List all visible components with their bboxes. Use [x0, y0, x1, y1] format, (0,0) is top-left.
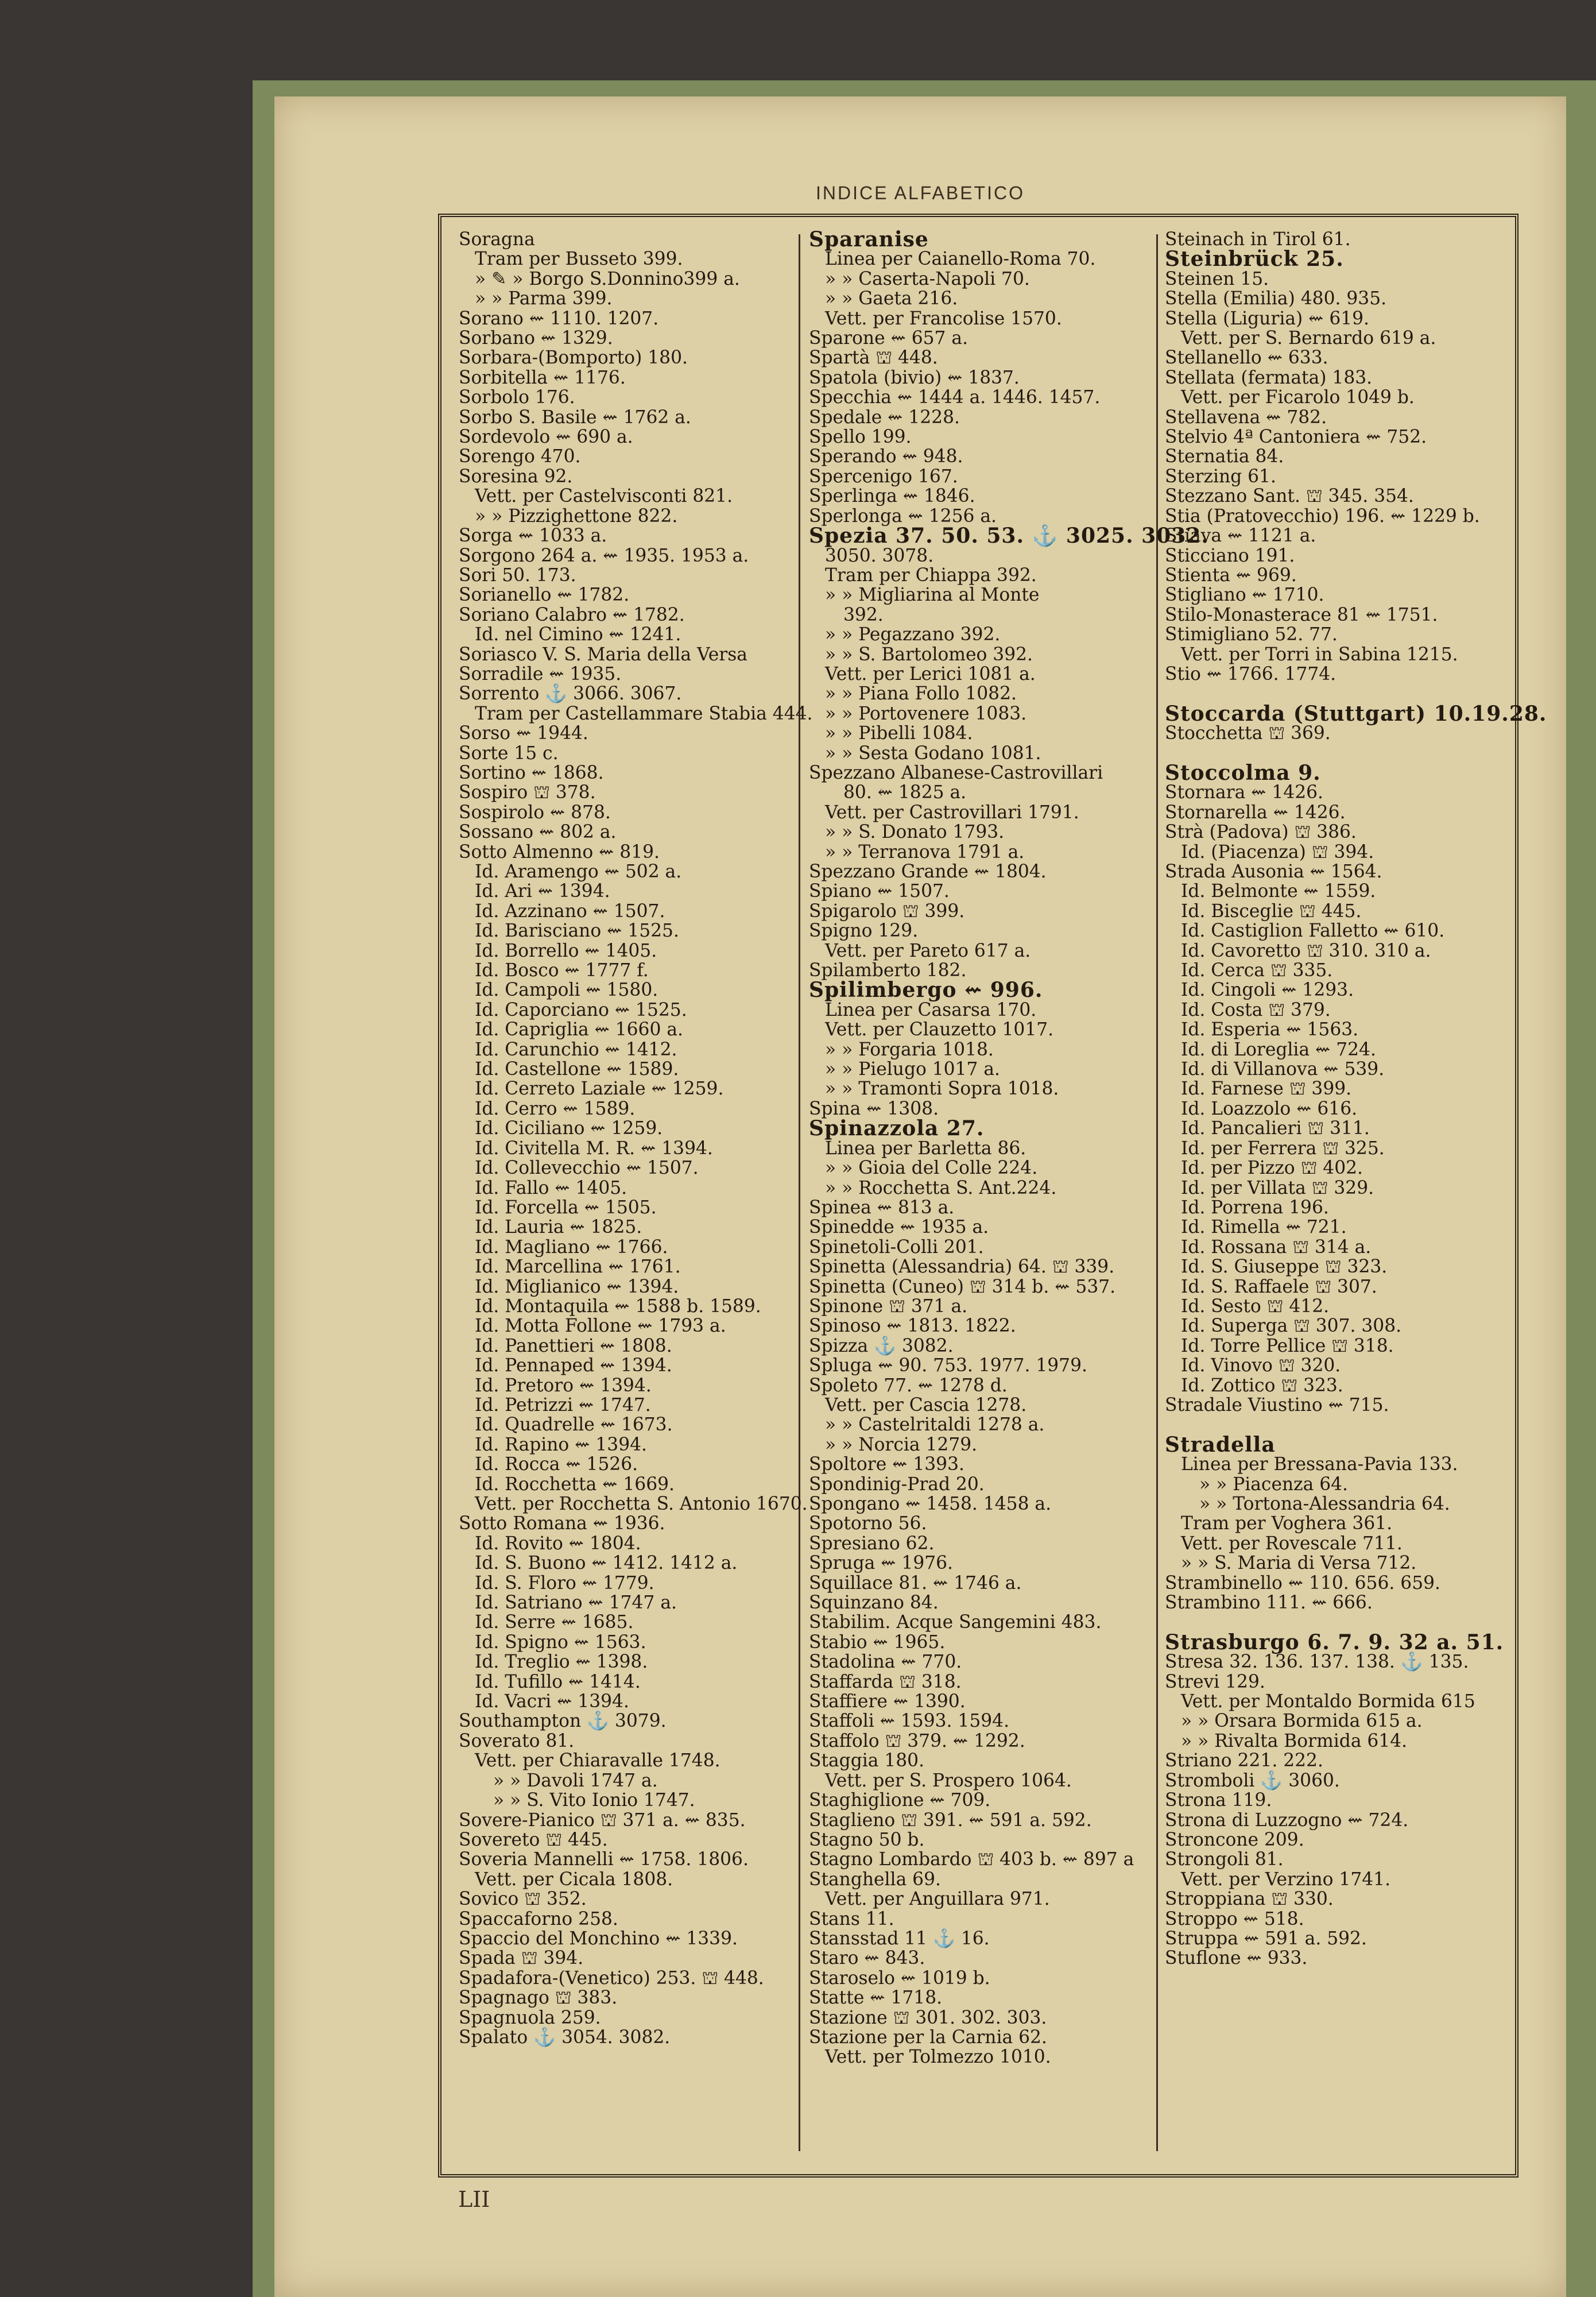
index-entry: Spigarolo ⛫ 399.	[809, 900, 965, 922]
index-entry: Spinea ⇜ 813 a.	[809, 1197, 955, 1218]
index-entry: Staro ⇜ 843.	[809, 1948, 925, 1969]
index-entry: Sorano ⇜ 1110. 1207.	[459, 308, 659, 329]
index-entry: Id. Porrena 196.	[1181, 1197, 1329, 1218]
column-divider	[799, 234, 800, 2151]
index-entry: Stella (Emilia) 480. 935.	[1165, 288, 1387, 310]
index-entry: Id. Capriglia ⇜ 1660 a.	[475, 1019, 683, 1041]
index-entry: Spaccaforno 258.	[459, 1908, 618, 1929]
index-entry: Stagno 50 b.	[809, 1829, 925, 1850]
page-header: INDICE ALFABETICO	[816, 183, 1025, 203]
index-entry: Id. Rimella ⇜ 721.	[1181, 1217, 1347, 1238]
index-entry: Vett. per Montaldo Bormida 615	[1181, 1691, 1475, 1712]
index-entry: Id. Campoli ⇜ 1580.	[475, 980, 658, 1001]
index-entry: Stiava ⇜ 1121 a.	[1165, 525, 1316, 547]
index-entry: » » Tortona-Alessandria 64.	[1199, 1494, 1450, 1514]
index-entry: Stoccarda (Stuttgart) 10.19.28.	[1165, 701, 1547, 726]
index-entry: Vett. per Pareto 617 a.	[825, 940, 1031, 961]
index-entry: Soresina 92.	[459, 466, 573, 487]
index-entry: Stresa 32. 136. 137. 138. ⚓ 135.	[1165, 1652, 1469, 1673]
index-entry: Id. Pretoro ⇜ 1394.	[475, 1375, 652, 1396]
index-entry: Stagno Lombardo ⛫ 403 b. ⇜ 897 a	[809, 1849, 1134, 1870]
index-entry: Id. Forcella ⇜ 1505.	[475, 1197, 657, 1218]
index-entry: Id. Barisciano ⇜ 1525.	[475, 921, 679, 942]
index-entry: Sortino ⇜ 1868.	[459, 762, 604, 783]
index-entry: Id. Civitella M. R. ⇜ 1394.	[475, 1138, 713, 1159]
index-entry: Stromboli ⚓ 3060.	[1165, 1770, 1340, 1791]
index-entry: Spruga ⇜ 1976.	[809, 1553, 954, 1574]
index-entry: Sparone ⇜ 657 a.	[809, 328, 969, 349]
index-entry: Sperlinga ⇜ 1846.	[809, 486, 975, 507]
index-entry: » » Pizzighettone 822.	[475, 505, 678, 527]
index-entry: » » Castelritaldi 1278 a.	[825, 1414, 1045, 1436]
index-entry: Spadafora-(Venetico) 253. ⛫ 448.	[459, 1967, 764, 1989]
index-entry: Linea per Bressana-Pavia 133.	[1181, 1454, 1458, 1475]
index-entry: Spresiano 62.	[809, 1533, 935, 1554]
index-entry: Stigliano ⇜ 1710.	[1165, 585, 1324, 606]
index-entry: Vett. per Cascia 1278.	[825, 1394, 1027, 1416]
index-entry: Steinbrück 25.	[1165, 247, 1344, 272]
index-entry: Id. Rocchetta ⇜ 1669.	[475, 1474, 675, 1495]
index-entry: 80. ⇜ 1825 a.	[843, 782, 967, 803]
index-entry: Strasburgo 6. 7. 9. 32 a. 51.	[1165, 1630, 1504, 1654]
index-entry: Spercenigo 167.	[809, 466, 958, 487]
index-entry: Id. Montaquila ⇜ 1588 b. 1589.	[475, 1296, 761, 1317]
index-entry: Tram per Castellammare Stabia 444.	[475, 703, 813, 724]
index-entry: Id. (Piacenza) ⛫ 394.	[1181, 841, 1374, 863]
index-entry: Id. per Pizzo ⛫ 402.	[1181, 1158, 1363, 1179]
index-entry: Stienta ⇜ 969.	[1165, 564, 1297, 586]
index-entry: Id. S. Raffaele ⛫ 307.	[1181, 1276, 1377, 1297]
index-entry: Id. Vacri ⇜ 1394.	[475, 1691, 629, 1712]
index-entry: Stazione ⛫ 301. 302. 303.	[809, 2007, 1047, 2028]
index-entry: Id. Pennaped ⇜ 1394.	[475, 1355, 672, 1376]
index-entry: » » Orsara Bormida 615 a.	[1181, 1711, 1423, 1732]
index-entry: Sterzing 61.	[1165, 466, 1276, 487]
index-entry: Soriano Calabro ⇜ 1782.	[459, 604, 685, 625]
index-entry: Vett. per Castelvisconti 821.	[475, 486, 733, 507]
index-entry: Id. Cerro ⇜ 1589.	[475, 1098, 636, 1119]
index-entry: Sotto Almenno ⇜ 819.	[459, 841, 660, 863]
index-entry: Id. Castellone ⇜ 1589.	[475, 1059, 679, 1080]
index-entry: Stellanello ⇜ 633.	[1165, 347, 1328, 369]
index-entry: Spalato ⚓ 3054. 3082.	[459, 2027, 671, 2048]
index-entry: » » Gaeta 216.	[825, 288, 958, 310]
index-entry: » ✎ » Borgo S.Donnino399 a.	[475, 268, 740, 289]
index-entry: Sorso ⇜ 1944.	[459, 723, 588, 744]
index-entry: Spezzano Albanese-Castrovillari	[809, 762, 1103, 783]
index-entry: Vett. per Verzino 1741.	[1181, 1869, 1391, 1890]
index-entry: Strambinello ⇜ 110. 656. 659.	[1165, 1572, 1440, 1594]
index-entry: Staffoli ⇜ 1593. 1594.	[809, 1711, 1010, 1732]
index-entry: Strada Ausonia ⇜ 1564.	[1165, 861, 1382, 882]
index-entry: Sorbano ⇜ 1329.	[459, 328, 613, 349]
index-entry: Id. Loazzolo ⇜ 616.	[1181, 1098, 1358, 1119]
index-entry: Id. S. Giuseppe ⛫ 323.	[1181, 1256, 1388, 1278]
index-entry	[1165, 744, 1515, 763]
index-entry: Vett. per Cicala 1808.	[475, 1869, 673, 1890]
index-entry: Id. Cerreto Laziale ⇜ 1259.	[475, 1078, 724, 1100]
index-entry: » » Davoli 1747 a.	[493, 1770, 658, 1791]
index-entry: Stella (Liguria) ⇜ 619.	[1165, 308, 1370, 329]
index-entry: Sorbara-(Bomporto) 180.	[459, 347, 688, 369]
index-entry: Spartà ⛫ 448.	[809, 347, 938, 369]
index-entry: Id. Aramengo ⇜ 502 a.	[475, 861, 682, 882]
index-entry: Vett. per Torri in Sabina 1215.	[1181, 644, 1458, 665]
index-entry: Strambino 111. ⇜ 666.	[1165, 1592, 1373, 1614]
index-entry: Vett. per S. Prospero 1064.	[825, 1770, 1072, 1791]
index-entry: Statte ⇜ 1718.	[809, 1987, 943, 2009]
index-entry: Id. Borrello ⇜ 1405.	[475, 940, 657, 961]
index-entry: Stans 11.	[809, 1908, 894, 1929]
index-entry: Spinetta (Alessandria) 64. ⛫ 339.	[809, 1256, 1115, 1278]
index-entry: Id. Spigno ⇜ 1563.	[475, 1631, 646, 1653]
index-entry: Stilo-Monasterace 81 ⇜ 1751.	[1165, 604, 1438, 625]
index-entry: Specchia ⇜ 1444 a. 1446. 1457.	[809, 387, 1101, 408]
index-entry: » » S. Maria di Versa 712.	[1181, 1553, 1417, 1574]
index-entry: Sorbolo 176.	[459, 387, 575, 408]
index-entry: Id. Belmonte ⇜ 1559.	[1181, 881, 1376, 902]
index-entry: » » Portovenere 1083.	[825, 703, 1027, 724]
index-entry: Spinetoli-Colli 201.	[809, 1236, 984, 1258]
index-entry: Id. Rapino ⇜ 1394.	[475, 1434, 647, 1455]
index-entry: Id. Satriano ⇜ 1747 a.	[475, 1592, 677, 1614]
index-entry: Strona di Luzzogno ⇜ 724.	[1165, 1809, 1409, 1831]
index-entry: Spondinig-Prad 20.	[809, 1474, 985, 1495]
index-entry: Sospirolo ⇜ 878.	[459, 802, 611, 823]
index-entry: Sperando ⇜ 948.	[809, 446, 963, 467]
index-entry: Stradella	[1165, 1432, 1276, 1457]
index-entry: Strongoli 81.	[1165, 1849, 1284, 1870]
index-entry: Sticciano 191.	[1165, 545, 1295, 566]
index-entry: Spilamberto 182.	[809, 960, 967, 981]
index-entry: Id. Farnese ⛫ 399.	[1181, 1078, 1352, 1100]
index-entry: Sorrento ⚓ 3066. 3067.	[459, 683, 682, 705]
index-entry: Id. Quadrelle ⇜ 1673.	[475, 1414, 673, 1436]
index-entry: Stimigliano 52. 77.	[1165, 624, 1338, 645]
index-entry: Squillace 81. ⇜ 1746 a.	[809, 1572, 1022, 1594]
index-entry: » » Parma 399.	[475, 288, 613, 310]
index-entry: Spotorno 56.	[809, 1513, 927, 1534]
index-entry: Linea per Barletta 86.	[825, 1138, 1026, 1159]
index-entry: Striano 221. 222.	[1165, 1750, 1323, 1772]
index-entry: Vett. per Rovescale 711.	[1181, 1533, 1403, 1554]
index-entry: Id. Miglianico ⇜ 1394.	[475, 1276, 679, 1297]
index-entry: Spina ⇜ 1308.	[809, 1098, 939, 1119]
index-entry: Stellavena ⇜ 782.	[1165, 407, 1327, 428]
index-entry: Id. Cerca ⛫ 335.	[1181, 960, 1333, 981]
index-entry: Stadolina ⇜ 770.	[809, 1652, 962, 1673]
index-entry: Id. Zottico ⛫ 323.	[1181, 1375, 1343, 1396]
index-entry: Vett. per Lerici 1081 a.	[825, 663, 1036, 685]
index-entry: » » Piacenza 64.	[1199, 1474, 1348, 1495]
index-entry: Sorbitella ⇜ 1176.	[459, 367, 626, 388]
index-entry: Sorbo S. Basile ⇜ 1762 a.	[459, 407, 691, 428]
index-entry: Spinazzola 27.	[809, 1116, 985, 1141]
index-entry: Stansstad 11 ⚓ 16.	[809, 1928, 990, 1949]
index-entry: Stabio ⇜ 1965.	[809, 1631, 946, 1653]
index-entry: Id. Azzinano ⇜ 1507.	[475, 900, 665, 922]
index-entry: Strona 119.	[1165, 1790, 1272, 1811]
index-entry: Id. Cavoretto ⛫ 310. 310 a.	[1181, 940, 1431, 961]
index-entry: Stia (Pratovecchio) 196. ⇜ 1229 b.	[1165, 505, 1480, 527]
index-entry: Sparanise	[809, 227, 929, 252]
index-entry: Sorianello ⇜ 1782.	[459, 585, 630, 606]
index-entry: Sorga ⇜ 1033 a.	[459, 525, 607, 547]
index-entry: » » Terranova 1791 a.	[825, 841, 1025, 863]
index-entry: Sorengo 470.	[459, 446, 581, 467]
index-entry: Strevi 129.	[1165, 1671, 1265, 1692]
index-entry: Id. di Villanova ⇜ 539.	[1181, 1059, 1385, 1080]
index-frame	[438, 214, 1547, 2178]
index-entry: Southampton ⚓ 3079.	[459, 1711, 667, 1732]
index-column-1	[459, 229, 813, 2163]
index-entry: Soverato 81.	[459, 1730, 575, 1751]
index-entry: Stuflone ⇜ 933.	[1165, 1948, 1308, 1969]
index-entry: Linea per Casarsa 170.	[825, 999, 1037, 1020]
index-entry: Id. Panettieri ⇜ 1808.	[475, 1335, 672, 1356]
index-entry: Vett. per Francolise 1570.	[825, 308, 1062, 329]
index-entry: Vett. per Rocchetta S. Antonio 1670.	[475, 1494, 808, 1514]
index-entry: » » Sesta Godano 1081.	[825, 743, 1041, 764]
index-entry: Sotto Romana ⇜ 1936.	[459, 1513, 665, 1534]
index-entry: Vett. per Castrovillari 1791.	[825, 802, 1079, 823]
index-entry: Id. Superga ⛫ 307. 308.	[1181, 1316, 1402, 1337]
index-entry: Staggia 180.	[809, 1750, 925, 1772]
index-entry: Id. Rocca ⇜ 1526.	[475, 1454, 638, 1475]
page-number: LII	[458, 2187, 490, 2212]
index-entry: Id. S. Floro ⇜ 1779.	[475, 1572, 654, 1594]
index-entry: Id. Sesto ⛫ 412.	[1181, 1296, 1330, 1317]
index-entry: Spagnuola 259.	[459, 2007, 601, 2028]
index-entry: » » Gioia del Colle 224.	[825, 1158, 1038, 1179]
index-entry: Vett. per Clauzetto 1017.	[825, 1019, 1054, 1041]
index-entry: Vett. per Chiaravalle 1748.	[475, 1750, 720, 1772]
index-entry: Id. Bisceglie ⛫ 445.	[1181, 900, 1362, 922]
index-entry: » » Pibelli 1084.	[825, 723, 973, 744]
index-entry: Id. Magliano ⇜ 1766.	[475, 1236, 668, 1258]
index-entry: Vett. per Anguillara 971.	[825, 1889, 1050, 1910]
index-entry: Spinetta (Cuneo) ⛫ 314 b. ⇜ 537.	[809, 1276, 1116, 1297]
index-entry: Spoleto 77. ⇜ 1278 d.	[809, 1375, 1008, 1396]
index-entry: Sorradile ⇜ 1935.	[459, 663, 622, 685]
index-entry: Spedale ⇜ 1228.	[809, 407, 960, 428]
index-entry: Sorte 15 c.	[459, 743, 559, 764]
index-entry: Stanghella 69.	[809, 1869, 941, 1890]
column-divider	[1156, 234, 1158, 2151]
index-entry: Spoltore ⇜ 1393.	[809, 1454, 964, 1475]
index-entry: Spongano ⇜ 1458. 1458 a.	[809, 1494, 1052, 1514]
index-entry: » » Rocchetta S. Ant.224.	[825, 1177, 1057, 1198]
index-entry: Spinone ⛫ 371 a.	[809, 1296, 968, 1317]
index-entry: Soriasco V. S. Maria della Versa	[459, 644, 747, 665]
index-entry: Spatola (bivio) ⇜ 1837.	[809, 367, 1020, 388]
index-entry: Spilimbergo ⇜ 996.	[809, 978, 1043, 1003]
index-entry: Id. Fallo ⇜ 1405.	[475, 1177, 627, 1198]
index-column-3	[1165, 229, 1547, 2163]
index-entry: Soveria Mannelli ⇜ 1758. 1806.	[459, 1849, 749, 1870]
index-entry: Id. Marcellina ⇜ 1761.	[475, 1256, 681, 1278]
index-entry: Stroncone 209.	[1165, 1829, 1304, 1850]
index-entry: » » Norcia 1279.	[825, 1434, 978, 1455]
index-entry: Sovereto ⛫ 445.	[459, 1829, 608, 1850]
index-entry: Vett. per Ficarolo 1049 b.	[1181, 387, 1415, 408]
index-entry: Id. Carunchio ⇜ 1412.	[475, 1039, 677, 1060]
index-entry: Stroppiana ⛫ 330.	[1165, 1889, 1334, 1910]
index-entry: Id. Petrizzi ⇜ 1747.	[475, 1394, 651, 1416]
index-entry: » » S. Vito Ionio 1747.	[493, 1790, 695, 1811]
index-entry: Stezzano Sant. ⛫ 345. 354.	[1165, 486, 1414, 507]
index-entry: Staffarda ⛫ 318.	[809, 1671, 962, 1692]
index-entry: Tram per Chiappa 392.	[825, 564, 1037, 586]
index-entry: Spluga ⇜ 90. 753. 1977. 1979.	[809, 1355, 1087, 1376]
index-entry: Soragna	[459, 229, 535, 250]
index-entry: Id. di Loreglia ⇜ 724.	[1181, 1039, 1376, 1060]
index-entry: Stabilim. Acque Sangemini 483.	[809, 1612, 1102, 1633]
index-entry: Struppa ⇜ 591 a. 592.	[1165, 1928, 1367, 1949]
index-entry: Stornarella ⇜ 1426.	[1165, 802, 1346, 823]
index-entry: Tram per Busseto 399.	[475, 249, 683, 270]
index-entry: Sternatia 84.	[1165, 446, 1284, 467]
index-entry: Id. nel Cimino ⇜ 1241.	[475, 624, 681, 645]
index-entry: Vett. per S. Bernardo 619 a.	[1181, 328, 1436, 349]
index-entry: Spigno 129.	[809, 921, 919, 942]
index-entry: Steinen 15.	[1165, 268, 1269, 289]
index-entry: Id. Lauria ⇜ 1825.	[475, 1217, 642, 1238]
index-entry: Id. Bosco ⇜ 1777 f.	[475, 960, 649, 981]
index-entry: Spezia 37. 50. 53. ⚓ 3025. 3032.	[809, 524, 1209, 548]
index-entry: Id. Cingoli ⇜ 1293.	[1181, 980, 1354, 1001]
index-entry: Sossano ⇜ 802 a.	[459, 822, 617, 843]
index-entry: Id. S. Buono ⇜ 1412. 1412 a.	[475, 1553, 738, 1574]
index-entry: Id. per Ferrera ⛫ 325.	[1181, 1138, 1385, 1159]
index-entry: Vett. per Tolmezzo 1010.	[825, 2047, 1051, 2068]
index-entry	[1165, 684, 1515, 703]
index-entry: » » S. Donato 1793.	[825, 822, 1005, 843]
index-entry: Id. Castiglion Falletto ⇜ 610.	[1181, 921, 1445, 942]
index-entry: Id. Rossana ⛫ 314 a.	[1181, 1236, 1372, 1258]
index-entry: Id. Motta Follone ⇜ 1793 a.	[475, 1316, 726, 1337]
index-entry: Spiano ⇜ 1507.	[809, 881, 950, 902]
index-entry: Stoccolma 9.	[1165, 760, 1321, 785]
index-entry: » » Rivalta Bormida 614.	[1181, 1730, 1408, 1751]
index-entry: Stradale Viustino ⇜ 715.	[1165, 1394, 1389, 1416]
index-entry: Staghiglione ⇜ 709.	[809, 1790, 991, 1811]
index-column-2	[809, 227, 1209, 2163]
index-entry: Sovere-Pianico ⛫ 371 a. ⇜ 835.	[459, 1809, 746, 1831]
index-entry: Id. Collevecchio ⇜ 1507.	[475, 1158, 699, 1179]
index-entry: Staglieno ⛫ 391. ⇜ 591 a. 592.	[809, 1809, 1092, 1831]
index-entry: Stellata (fermata) 183.	[1165, 367, 1373, 388]
index-entry: Id. Pancalieri ⛫ 311.	[1181, 1118, 1370, 1139]
index-entry: » » Piana Follo 1082.	[825, 683, 1017, 705]
index-entry: Id. Caporciano ⇜ 1525.	[475, 999, 687, 1020]
index-entry: Sospiro ⛫ 378.	[459, 782, 596, 803]
index-entry: Id. Costa ⛫ 379.	[1181, 999, 1331, 1020]
index-entry: Sordevolo ⇜ 690 a.	[459, 427, 633, 448]
index-entry: Sori 50. 173.	[459, 564, 576, 586]
index-entry: Id. per Villata ⛫ 329.	[1181, 1177, 1374, 1198]
index-entry	[1165, 1415, 1515, 1434]
index-entry: Stazione per la Carnia 62.	[809, 2027, 1047, 2048]
index-entry: Id. Serre ⇜ 1685.	[475, 1612, 634, 1633]
index-entry: Id. Vinovo ⛫ 320.	[1181, 1355, 1341, 1376]
index-entry: Stelvio 4ª Cantoniera ⇜ 752.	[1165, 427, 1427, 448]
index-entry: Id. Torre Pellice ⛫ 318.	[1181, 1335, 1394, 1356]
index-entry: Id. Treglio ⇜ 1398.	[475, 1652, 648, 1673]
index-entry: Strà (Padova) ⛫ 386.	[1165, 822, 1357, 843]
index-entry: Spezzano Grande ⇜ 1804.	[809, 861, 1047, 882]
index-entry: » » Caserta-Napoli 70.	[825, 268, 1030, 289]
index-entry: Id. Ari ⇜ 1394.	[475, 881, 610, 902]
index-entry: Spinoso ⇜ 1813. 1822.	[809, 1316, 1016, 1337]
index-entry: Sovico ⛫ 352.	[459, 1889, 587, 1910]
index-entry: Spinedde ⇜ 1935 a.	[809, 1217, 989, 1238]
index-entry: Stornara ⇜ 1426.	[1165, 782, 1323, 803]
index-entry: Spizza ⚓ 3082.	[809, 1335, 954, 1356]
index-entry	[1165, 1612, 1515, 1632]
index-entry: Id. Rovito ⇜ 1804.	[475, 1533, 641, 1554]
index-entry: Tram per Voghera 361.	[1181, 1513, 1393, 1534]
index-entry: Id. Ciciliano ⇜ 1259.	[475, 1118, 663, 1139]
index-entry: Steinach in Tirol 61.	[1165, 229, 1351, 250]
index-entry: Staffolo ⛫ 379. ⇜ 1292.	[809, 1730, 1025, 1751]
index-entry: Id. Esperia ⇜ 1563.	[1181, 1019, 1359, 1041]
index-entry: 392.	[843, 604, 884, 625]
index-entry: » » Pielugo 1017 a.	[825, 1059, 1000, 1080]
index-entry: Id. Tufillo ⇜ 1414.	[475, 1671, 641, 1692]
index-entry: Stroppo ⇜ 518.	[1165, 1908, 1304, 1929]
index-entry: Spagnago ⛫ 383.	[459, 1987, 618, 2009]
index-entry: Sperlonga ⇜ 1256 a.	[809, 505, 997, 527]
index-page	[274, 96, 1566, 2297]
index-entry: » » Pegazzano 392.	[825, 624, 1001, 645]
index-entry: Staroselo ⇜ 1019 b.	[809, 1967, 990, 1989]
index-entry: Linea per Caianello-Roma 70.	[825, 249, 1096, 270]
index-entry: Spello 199.	[809, 427, 912, 448]
index-entry: » » Migliarina al Monte	[825, 585, 1040, 606]
index-entry: Stocchetta ⛫ 369.	[1165, 723, 1331, 744]
index-entry: Spaccio del Monchino ⇜ 1339.	[459, 1928, 738, 1949]
index-entry: Squinzano 84.	[809, 1592, 939, 1614]
index-entry: » » S. Bartolomeo 392.	[825, 644, 1033, 665]
index-entry: Staffiere ⇜ 1390.	[809, 1691, 966, 1712]
index-entry: » » Tramonti Sopra 1018.	[825, 1078, 1059, 1100]
index-entry: Stio ⇜ 1766. 1774.	[1165, 663, 1337, 685]
index-entry: 3050. 3078.	[825, 545, 934, 566]
index-entry: » » Forgaria 1018.	[825, 1039, 994, 1060]
index-entry: Spada ⛫ 394.	[459, 1948, 584, 1969]
index-entry: Sorgono 264 a. ⇜ 1935. 1953 a.	[459, 545, 749, 566]
